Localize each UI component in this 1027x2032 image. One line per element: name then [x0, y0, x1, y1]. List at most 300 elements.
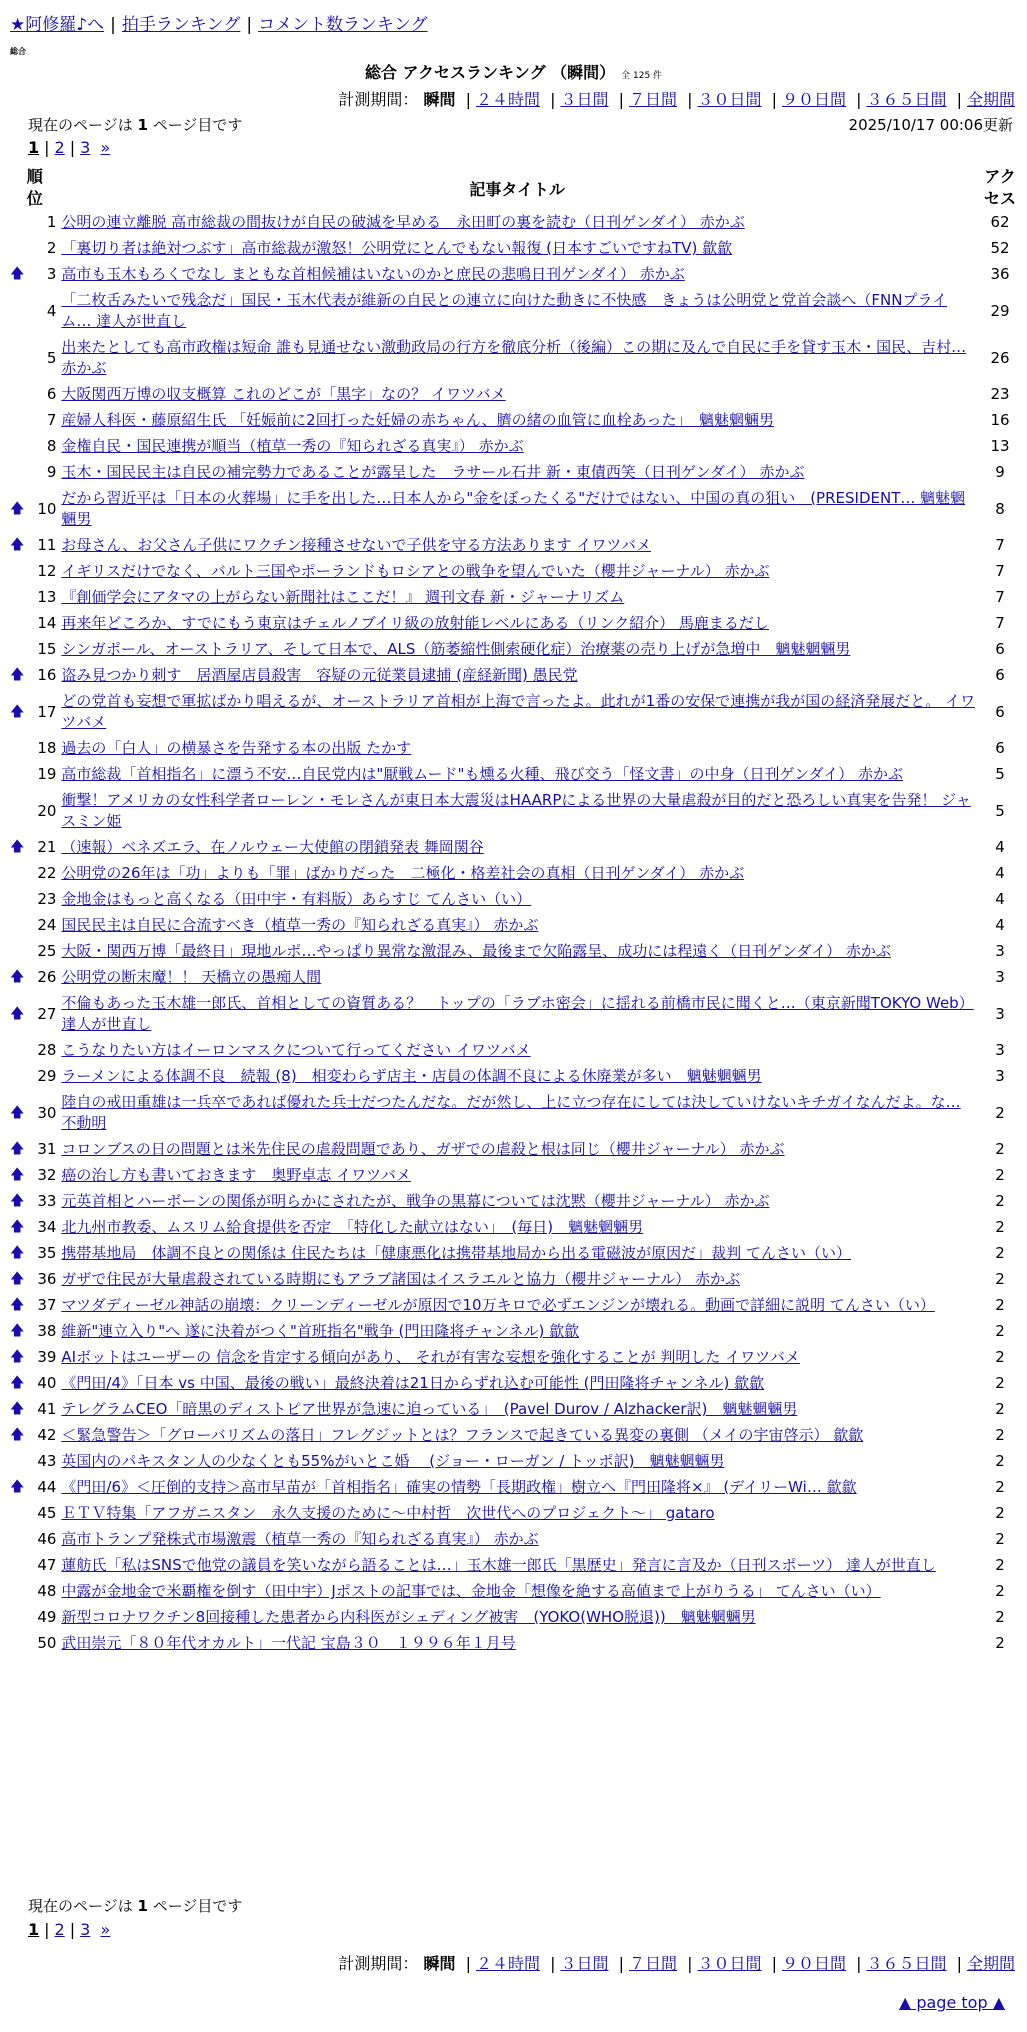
article-title-link[interactable]: シンガポール、オーストラリア、そして日本で、ALS（筋萎縮性側索硬化症）治療薬の売り上げが急増中 魑魅魍魎男 — [61, 640, 851, 658]
rank-number: 10 — [37, 499, 57, 518]
article-title-link[interactable]: 維新"連立入り"へ 遂に決着がつく"首班指名"戦争 (門田隆将チャンネル) 歙歙 — [61, 1322, 580, 1340]
title-cell — [59, 1293, 975, 1319]
rank-arrow-cell — [10, 460, 24, 486]
access-count: 2 — [995, 1452, 1005, 1470]
rank-up-arrow-icon: 🡅 — [10, 1167, 25, 1183]
title-cell — [59, 637, 975, 663]
title-cell — [59, 1605, 975, 1631]
rank-number: 20 — [37, 801, 57, 820]
table-row — [10, 1345, 1025, 1371]
table-row — [10, 1137, 1025, 1163]
nav-separator: | — [246, 15, 253, 35]
rank-arrow-cell — [10, 236, 24, 262]
rank-number: 31 — [37, 1140, 57, 1158]
period-365d-link[interactable]: ３６５日間 — [866, 90, 947, 109]
rank-number: 19 — [37, 765, 57, 783]
table-row — [10, 1397, 1025, 1423]
rank-number: 44 — [37, 1478, 57, 1496]
period-label: 計測期間： — [338, 90, 419, 109]
rank-up-arrow-icon: 🡅 — [10, 1005, 25, 1022]
article-title-link[interactable]: （速報）ベネズエラ、在ノルウェー大使館の閉鎖発表 舞岡関谷 — [61, 838, 484, 856]
rank-up-arrow-icon: 🡅 — [10, 537, 25, 553]
title-cell — [59, 736, 975, 762]
title-cell — [59, 486, 975, 533]
period-365d-link[interactable]: ３６５日間 — [866, 1954, 947, 1973]
title-cell — [59, 1215, 975, 1241]
access-count: 7 — [995, 588, 1005, 606]
access-count: 2 — [995, 1426, 1005, 1444]
table-row — [10, 1449, 1025, 1475]
rank-up-arrow-icon: 🡅 — [10, 1349, 25, 1365]
title-cell — [59, 460, 975, 486]
table-row — [10, 861, 1025, 887]
article-title-link[interactable]: 新型コロナワクチン8回接種した患者から内科医がシェディング被害 (YOKO(WHO脱退)) 魑魅魍魎男 — [61, 1608, 756, 1626]
rank-number: 22 — [37, 864, 57, 882]
article-title-link[interactable]: ＥＴＶ特集「アフガニスタン 永久支援のために〜中村哲 次世代へのプロジェクト〜」 gataro — [61, 1504, 715, 1522]
rank-arrow-cell — [10, 939, 24, 965]
article-title-link[interactable]: 公明党の26年は「功」よりも「罪」ばかりだった 二極化・格差社会の真相（日刊ゲンダイ） 赤かぶ — [61, 864, 745, 882]
article-title-link[interactable]: 携帯基地局 体調不良との関係は 住民たちは「健康悪化は携帯基地局から出る電磁波が原因だ」裁判 てんさい（い） — [61, 1244, 851, 1262]
title-cell — [59, 1501, 975, 1527]
title-cell — [59, 663, 975, 689]
title-cell — [59, 965, 975, 991]
table-row — [10, 262, 1025, 288]
period-3d-link[interactable]: ３日間 — [560, 90, 609, 109]
rank-number: 9 — [46, 463, 57, 481]
total-count: 全 125 件 — [621, 71, 663, 81]
rank-number: 5 — [46, 348, 57, 367]
table-row — [10, 1189, 1025, 1215]
article-title-link[interactable]: 英国内のパキスタン人の少なくとも55%がいとこ婚 (ジョー・ローガン / トッポ訳) 魑魅魍魎男 — [61, 1452, 725, 1470]
table-header-row — [10, 166, 1025, 210]
title-cell — [59, 382, 975, 408]
pager-bottom: 1 | 2 | 3 » — [28, 1920, 111, 1939]
rank-arrow-cell — [10, 1631, 24, 1657]
article-title-link[interactable]: 公明党の断末魔！！ 天橋立の愚痴人間 — [61, 968, 322, 986]
title-cell — [59, 434, 975, 460]
title-cell — [59, 1527, 975, 1553]
rank-number: 39 — [37, 1348, 57, 1366]
article-title-link[interactable]: どの党首も妄想で軍拡ばかり唱えるが、オーストラリア首相が上海で言ったよ。此れが1番の安保で連携が我が国の経済発展だと。 イワツバメ — [61, 692, 975, 731]
rank-number: 25 — [37, 942, 57, 960]
rank-up-arrow-icon: 🡅 — [10, 1427, 25, 1443]
period-3d-link[interactable]: ３日間 — [560, 1954, 609, 1973]
rank-arrow-cell — [10, 1064, 24, 1090]
article-title-link[interactable]: 《門田/4》「日本 vs 中国、最後の戦い」最終決着は21日からずれ込む可能性 (門田隆将チャンネル) 歙歙 — [61, 1374, 765, 1392]
article-title-link[interactable]: お母さん、お父さん子供にワクチン接種させないで子供を守る方法あります イワツバメ — [61, 536, 652, 554]
rank-arrow-cell — [10, 762, 24, 788]
table-row — [10, 1553, 1025, 1579]
pager-next[interactable]: » — [100, 1920, 111, 1939]
rank-number: 42 — [37, 1426, 57, 1444]
table-row — [10, 1215, 1025, 1241]
table-row — [10, 533, 1025, 559]
article-title-link[interactable]: 『創価学会にアタマの上がらない新聞社はここだ！』 週刊文春 新・ジャーナリズム — [61, 588, 625, 606]
access-column-header — [975, 166, 1025, 210]
article-title-link[interactable]: 元英首相とハーボーンの関係が明らかにされたが、戦争の黒幕については沈黙（櫻井ジャーナル） 赤かぶ — [61, 1192, 770, 1210]
rank-arrow-cell — [10, 210, 24, 236]
table-row — [10, 1579, 1025, 1605]
table-row — [10, 611, 1025, 637]
article-title-link[interactable]: 産婦人科医・藤原紹生氏 「妊娠前に2回打った妊婦の赤ちゃん、臍の緒の血管に血栓あった」 魑魅魍魎男 — [61, 411, 774, 429]
rank-up-arrow-icon: 🡅 — [10, 1104, 25, 1121]
period-7d-link[interactable]: ７日間 — [628, 1954, 677, 1973]
title-cell — [59, 335, 975, 382]
title-cell — [59, 939, 975, 965]
rank-up-arrow-icon: 🡅 — [10, 969, 25, 985]
access-count: 4 — [995, 838, 1005, 856]
access-count: 7 — [995, 614, 1005, 632]
rank-number: 45 — [37, 1504, 57, 1522]
rank-number: 41 — [37, 1400, 57, 1418]
article-title-link[interactable]: 高市総裁「首相指名」に漂う不安…自民党内は"厭戦ムード"も燻る火種、飛び交う「怪文書」の中身（日刊ゲンダイ） 赤かぶ — [61, 765, 904, 783]
article-title-link[interactable]: だから習近平は「日本の火葬場」に手を出した…日本人から"金をぼったくる"だけではない、中国の真の狙い (PRESIDENT… 魑魅魍魎男 — [61, 489, 966, 528]
rank-number: 47 — [37, 1556, 57, 1574]
article-title-link[interactable]: 《門田/6》＜圧倒的支持＞高市早苗が「首相指名」確実の情勢「長期政権」樹立へ『門田隆将×』 (デイリーWi… 歙歙 — [61, 1478, 857, 1496]
article-title-link[interactable]: 北九州市教委、ムスリム給食提供を否定 「特化した献立はない」 (毎日) 魑魅魍魎男 — [61, 1218, 644, 1236]
period-current: 瞬間 — [423, 90, 456, 109]
rank-up-arrow-icon: 🡅 — [10, 1219, 25, 1235]
title-cell — [59, 1267, 975, 1293]
article-title-link[interactable]: 公明の連立離脱 高市総裁の間抜けが自民の破滅を早める 永田町の裏を読む（日刊ゲンダイ） 赤かぶ — [61, 213, 745, 231]
period-all-link[interactable]: 全期間 — [966, 90, 1015, 109]
period-24h-link[interactable]: ２４時間 — [475, 90, 540, 109]
table-row — [10, 1090, 1025, 1137]
access-count: 3 — [995, 942, 1005, 960]
access-count: 2 — [995, 1218, 1005, 1236]
rank-number: 30 — [37, 1103, 57, 1122]
article-title-link[interactable]: 再来年どころか、すでにもう東京はチェルノブイリ級の放射能レベルにある（リンク紹介） 馬鹿まるだし — [61, 614, 769, 632]
title-cell — [59, 689, 975, 736]
title-cell — [59, 788, 975, 835]
access-count: 6 — [995, 640, 1005, 658]
article-title-link[interactable]: ガザで住民が大量虐殺されている時期にもアラブ諸国はイスラエルと協力（櫻井ジャーナル） 赤かぶ — [61, 1270, 740, 1288]
table-row — [10, 663, 1025, 689]
access-count: 2 — [995, 1556, 1005, 1574]
access-count: 2 — [995, 1192, 1005, 1210]
title-cell — [59, 533, 975, 559]
table-row — [10, 559, 1025, 585]
title-cell — [59, 913, 975, 939]
rank-number: 15 — [37, 640, 57, 658]
article-title-link[interactable]: イギリスだけでなく、バルト三国やポーランドもロシアとの戦争を望んでいた（櫻井ジャーナル） 赤かぶ — [61, 562, 770, 580]
article-title-link[interactable]: 陸自の戒田重雄は一兵卒であれば優れた兵士だつたんだな。だが然し、上に立つ存在にしては決していけないキチガイなんだよ。な… 不動明 — [61, 1093, 961, 1132]
table-row — [10, 762, 1025, 788]
article-title-link[interactable]: 大阪・関西万博「最終日」現地ルポ…やっぱり異常な激混み、最後まで欠陥露呈、成功には程遠く（日刊ゲンダイ） 赤かぶ — [61, 942, 891, 960]
rank-arrow-cell — [10, 1527, 24, 1553]
access-count: 4 — [995, 864, 1005, 882]
table-row — [10, 382, 1025, 408]
article-title-link[interactable]: 蓮舫氏「私はSNSで他党の議員を笑いながら語ることは…」玉木雄一郎氏「黒歴史」発言に言及か（日刊スポーツ） 達人が世直し — [61, 1556, 936, 1574]
title-cell — [59, 408, 975, 434]
table-row — [10, 1163, 1025, 1189]
article-title-link[interactable]: 盗み見つかり刺す 居酒屋店員殺害 容疑の元従業員逮捕 (産経新聞) 愚民党 — [61, 666, 578, 684]
page-top-link[interactable]: ▲ page top ▲ — [898, 1993, 1005, 2012]
table-row — [10, 1501, 1025, 1527]
pager-next[interactable]: » — [100, 138, 111, 157]
access-count: 62 — [990, 213, 1010, 231]
rank-number: 12 — [37, 562, 57, 580]
table-row — [10, 486, 1025, 533]
access-count: 4 — [995, 890, 1005, 908]
table-row — [10, 689, 1025, 736]
table-row — [10, 1475, 1025, 1501]
period-90d-link[interactable]: ９０日間 — [781, 90, 846, 109]
rank-up-arrow-icon: 🡅 — [10, 266, 25, 282]
title-cell — [59, 288, 975, 335]
title-cell — [59, 1579, 975, 1605]
table-row — [10, 736, 1025, 762]
period-selector-bottom: 計測期間： 瞬間 | ２４時間 | ３日間 | ７日間 | ３０日間 | ９０日間 | ３６５日間 | 全期間 — [338, 1954, 1015, 1973]
rank-arrow-cell — [10, 1579, 24, 1605]
title-cell — [59, 1241, 975, 1267]
title-cell — [59, 585, 975, 611]
access-count: 2 — [995, 1400, 1005, 1418]
title-cell — [59, 1631, 975, 1657]
rank-arrow-cell — [10, 408, 24, 434]
title-cell — [59, 210, 975, 236]
category-label: 総合 — [10, 47, 26, 56]
title-cell — [59, 1553, 975, 1579]
article-title-link[interactable]: 「裏切り者は絶対つぶす」高市総裁が激怒！公明党にとんでもない報復 (日本すごいですねTV) 歙歙 — [61, 239, 733, 257]
article-title-link[interactable]: 不倫もあった玉木雄一郎氏、首相としての資質ある？ トップの「ラブホ密会」に揺れる前橋市民に聞くと…（東京新聞TOKYO Web） 達人が世直し — [61, 994, 974, 1033]
access-count: 29 — [990, 301, 1010, 320]
article-title-link[interactable]: テレグラムCEO「暗黒のディストピア世界が急速に迫っている」 (Pavel Durov / Alzhacker訳) 魑魅魍魎男 — [61, 1400, 798, 1418]
access-count: 23 — [990, 385, 1010, 403]
access-count: 2 — [995, 1504, 1005, 1522]
rank-number: 23 — [37, 890, 57, 908]
rank-number: 16 — [37, 666, 57, 684]
rank-number: 7 — [46, 411, 57, 429]
table-row — [10, 460, 1025, 486]
article-title-link[interactable]: 玉木・国民民主は自民の補完勢力であることが露呈した ラサール石井 新・東債西笑（日刊ゲンダイ） 赤かぶ — [61, 463, 805, 481]
period-7d-link[interactable]: ７日間 — [628, 90, 677, 109]
rank-arrow-cell — [10, 637, 24, 663]
access-count: 2 — [995, 1348, 1005, 1366]
rank-header-label: 順 位 — [26, 167, 43, 208]
title-cell — [59, 835, 975, 861]
table-row — [10, 1371, 1025, 1397]
rank-number: 17 — [37, 702, 57, 721]
article-title-link[interactable]: 武田崇元「８０年代オカルト」一代記 宝島３０ １９９６年１月号 — [61, 1634, 516, 1652]
period-90d-link[interactable]: ９０日間 — [781, 1954, 846, 1973]
rank-up-arrow-icon: 🡅 — [10, 839, 25, 855]
access-count: 2 — [995, 1103, 1005, 1122]
rank-number: 46 — [37, 1530, 57, 1548]
article-title-link[interactable]: 衝撃！アメリカの女性科学者ローレン・モレさんが東日本大震災はHAARPによる世界の大量虐殺が目的だと恐ろしい真実を告発！ ジャスミン姫 — [61, 791, 971, 830]
article-title-link[interactable]: コロンブスの日の問題とは米先住民の虐殺問題であり、ガザでの虐殺と根は同じ（櫻井ジャーナル） 赤かぶ — [61, 1140, 785, 1158]
rank-number: 35 — [37, 1244, 57, 1262]
article-title-link[interactable]: AIボットはユーザーの 信念を肯定する傾向があり、 それが有害な妄想を強化することが 判明した イワツバメ — [61, 1348, 800, 1366]
table-row — [10, 1423, 1025, 1449]
table-row — [10, 1267, 1025, 1293]
title-cell — [59, 1137, 975, 1163]
article-title-link[interactable]: 過去の「白人」の横暴さを告発する本の出版 たかす — [61, 739, 412, 757]
rank-number: 11 — [37, 536, 57, 554]
access-count: 7 — [995, 562, 1005, 580]
ranking-header — [0, 60, 1027, 83]
article-title-link[interactable]: 高市も玉木もろくでなし まともな首相候補はいないのかと庶民の悲鳴日刊ゲンダイ） 赤かぶ — [61, 265, 685, 283]
title-cell — [59, 1397, 975, 1423]
title-cell — [59, 1163, 975, 1189]
title-cell — [59, 1345, 975, 1371]
period-all-link[interactable]: 全期間 — [966, 1954, 1015, 1973]
rank-number: 36 — [37, 1270, 57, 1288]
article-title-link[interactable]: ＜緊急警告＞「グローバリズムの落日」フレグジットとは？フランスで起きている異変の裏側 （メイの宇宙啓示） 歙歙 — [61, 1426, 864, 1444]
access-count: 2 — [995, 1322, 1005, 1340]
rank-up-arrow-icon: 🡅 — [10, 1375, 25, 1391]
access-count: 3 — [995, 1041, 1005, 1059]
clap-ranking-link[interactable]: 拍手ランキング — [121, 15, 241, 35]
rank-up-arrow-icon: 🡅 — [10, 1141, 25, 1157]
rank-number: 26 — [37, 968, 57, 986]
pager-page-2[interactable]: 2 — [54, 1920, 65, 1939]
period-30d-link[interactable]: ３０日間 — [697, 90, 762, 109]
access-count: 7 — [995, 536, 1005, 554]
access-count: 6 — [995, 739, 1005, 757]
rank-number: 2 — [46, 239, 57, 257]
rank-arrow-cell — [10, 434, 24, 460]
table-row — [10, 434, 1025, 460]
rank-number: 38 — [37, 1322, 57, 1340]
pager-top: 1 | 2 | 3 » — [28, 138, 111, 157]
pager-page-2[interactable]: 2 — [54, 138, 65, 157]
access-count: 2 — [995, 1634, 1005, 1652]
rank-arrow-cell — [10, 1449, 24, 1475]
page-info-top: 現在のページは 1 ページ目です — [28, 116, 243, 134]
comment-ranking-link[interactable]: コメント数ランキング — [258, 15, 428, 35]
article-title-link[interactable]: 高市トランプ発株式市場激震（植草一秀の『知られざる真実』） 赤かぶ — [61, 1530, 539, 1548]
rank-arrow-cell — [10, 1553, 24, 1579]
rank-up-arrow-icon: 🡅 — [10, 1297, 25, 1313]
rank-arrow-cell — [10, 288, 24, 335]
rank-arrow-cell — [10, 585, 24, 611]
title-cell — [59, 611, 975, 637]
article-title-link[interactable]: 癌の治し方も書いておきます 奥野卓志 イワツバメ — [61, 1166, 411, 1184]
rank-arrow-cell — [10, 736, 24, 762]
rank-number: 33 — [37, 1192, 57, 1210]
access-count: 2 — [995, 1270, 1005, 1288]
rank-number: 48 — [37, 1582, 57, 1600]
table-row — [10, 965, 1025, 991]
access-count: 5 — [995, 765, 1005, 783]
access-count: 52 — [990, 239, 1010, 257]
article-title-link[interactable]: マツダディーゼル神話の崩壊：クリーンディーゼルが原因で10万キロで必ずエンジンが壊れる。動画で詳細に説明 てんさい（い） — [61, 1296, 935, 1314]
table-row — [10, 288, 1025, 335]
article-title-link[interactable]: 金地金はもっと高くなる（田中宇・有料版）あらすじ てんさい（い） — [61, 890, 532, 908]
title-cell — [59, 1319, 975, 1345]
article-title-link[interactable]: 出来たとしても高市政権は短命 誰も見通せない激動政局の行方を徹底分析（後編）この期に及んで自民に手を貸す玉木・国民、吉村… 赤かぶ — [61, 338, 967, 377]
pager-current: 1 — [28, 138, 40, 157]
pager-current: 1 — [28, 1920, 40, 1939]
pager-page-3[interactable]: 3 — [80, 1920, 91, 1939]
rank-arrow-cell — [10, 335, 24, 382]
title-cell — [59, 1475, 975, 1501]
title-cell — [59, 559, 975, 585]
rank-arrow-cell — [10, 913, 24, 939]
title-cell — [59, 262, 975, 288]
title-cell — [59, 762, 975, 788]
access-count: 3 — [995, 1067, 1005, 1085]
article-title-link[interactable]: ラーメンによる体調不良 続報 (8) 相変わらず店主・店員の体調不良による休廃業が多い 魑魅魍魎男 — [61, 1067, 762, 1085]
period-selector-top: 計測期間： 瞬間 | ２４時間 | ３日間 | ７日間 | ３０日間 | ９０日間 | ３６５日間 | 全期間 — [338, 90, 1015, 109]
rank-arrow-cell — [10, 1038, 24, 1064]
access-count: 6 — [995, 666, 1005, 684]
title-cell — [59, 1371, 975, 1397]
page-info-bottom: 現在のページは 1 ページ目です — [28, 1897, 243, 1915]
rank-arrow-cell — [10, 559, 24, 585]
access-count: 2 — [995, 1244, 1005, 1262]
article-title-link[interactable]: 金権自民・国民連携が順当（植草一秀の『知られざる真実』） 赤かぶ — [61, 437, 524, 455]
pager-page-3[interactable]: 3 — [80, 138, 91, 157]
title-cell — [59, 1449, 975, 1475]
rank-number: 49 — [37, 1608, 57, 1626]
period-30d-link[interactable]: ３０日間 — [697, 1954, 762, 1973]
rank-number: 32 — [37, 1166, 57, 1184]
nav-separator: | — [110, 15, 116, 35]
title-cell — [59, 1090, 975, 1137]
rank-arrow-cell — [10, 382, 24, 408]
rank-number: 4 — [46, 301, 57, 320]
rank-up-arrow-icon: 🡅 — [10, 1271, 25, 1287]
title-cell — [59, 887, 975, 913]
rank-number: 24 — [37, 916, 57, 934]
rank-column-header — [10, 166, 59, 210]
access-count: 2 — [995, 1296, 1005, 1314]
article-title-link[interactable]: こうなりたい方はイーロンマスクについて行ってください イワツバメ — [61, 1041, 531, 1059]
home-link[interactable]: ★阿修羅♪へ — [10, 15, 105, 35]
rank-number: 27 — [37, 1004, 57, 1023]
article-title-link[interactable]: 「二枚舌みたいで残念だ」国民・玉木代表が維新の自民との連立に向けた動きに不快感 きょうは公明党と党首会談へ（FNNプライム… 達人が世直し — [61, 291, 948, 330]
table-row — [10, 585, 1025, 611]
table-row — [10, 1038, 1025, 1064]
rank-arrow-cell — [10, 861, 24, 887]
table-row — [10, 1319, 1025, 1345]
article-title-link[interactable]: 中露が金地金で米覇権を倒す（田中宇）Jポストの記事では、金地金「想像を絶する高値まで上がりうる」 てんさい（い） — [61, 1582, 881, 1600]
access-count: 2 — [995, 1582, 1005, 1600]
title-cell — [59, 1423, 975, 1449]
rank-number: 13 — [37, 588, 57, 606]
access-count: 16 — [990, 411, 1010, 429]
access-count: 2 — [995, 1608, 1005, 1626]
access-count: 2 — [995, 1374, 1005, 1392]
rank-up-arrow-icon: 🡅 — [10, 1193, 25, 1209]
rank-number: 3 — [46, 265, 57, 283]
access-count: 13 — [990, 437, 1010, 455]
rank-number: 43 — [37, 1452, 57, 1470]
access-count: 4 — [995, 916, 1005, 934]
article-title-link[interactable]: 大阪関西万博の収支概算 これのどこが「黒字」なの？ イワツバメ — [61, 385, 506, 403]
rank-up-arrow-icon: 🡅 — [10, 703, 25, 720]
access-header-label: アク セス — [983, 167, 1016, 208]
rank-number: 6 — [46, 385, 57, 403]
article-title-link[interactable]: 国民民主は自民に合流すべき（植草一秀の『知られざる真実』） 赤かぶ — [61, 916, 539, 934]
rank-up-arrow-icon: 🡅 — [10, 1401, 25, 1417]
table-row — [10, 939, 1025, 965]
period-24h-link[interactable]: ２４時間 — [475, 1954, 540, 1973]
rank-number: 50 — [37, 1634, 57, 1652]
rank-arrow-cell — [10, 1605, 24, 1631]
access-count: 9 — [995, 463, 1005, 481]
table-row — [10, 1293, 1025, 1319]
rank-arrow-cell — [10, 887, 24, 913]
table-row — [10, 1241, 1025, 1267]
rank-up-arrow-icon: 🡅 — [10, 1245, 25, 1261]
access-count: 8 — [995, 499, 1005, 518]
title-cell — [59, 1189, 975, 1215]
table-row — [10, 335, 1025, 382]
title-cell — [59, 1038, 975, 1064]
